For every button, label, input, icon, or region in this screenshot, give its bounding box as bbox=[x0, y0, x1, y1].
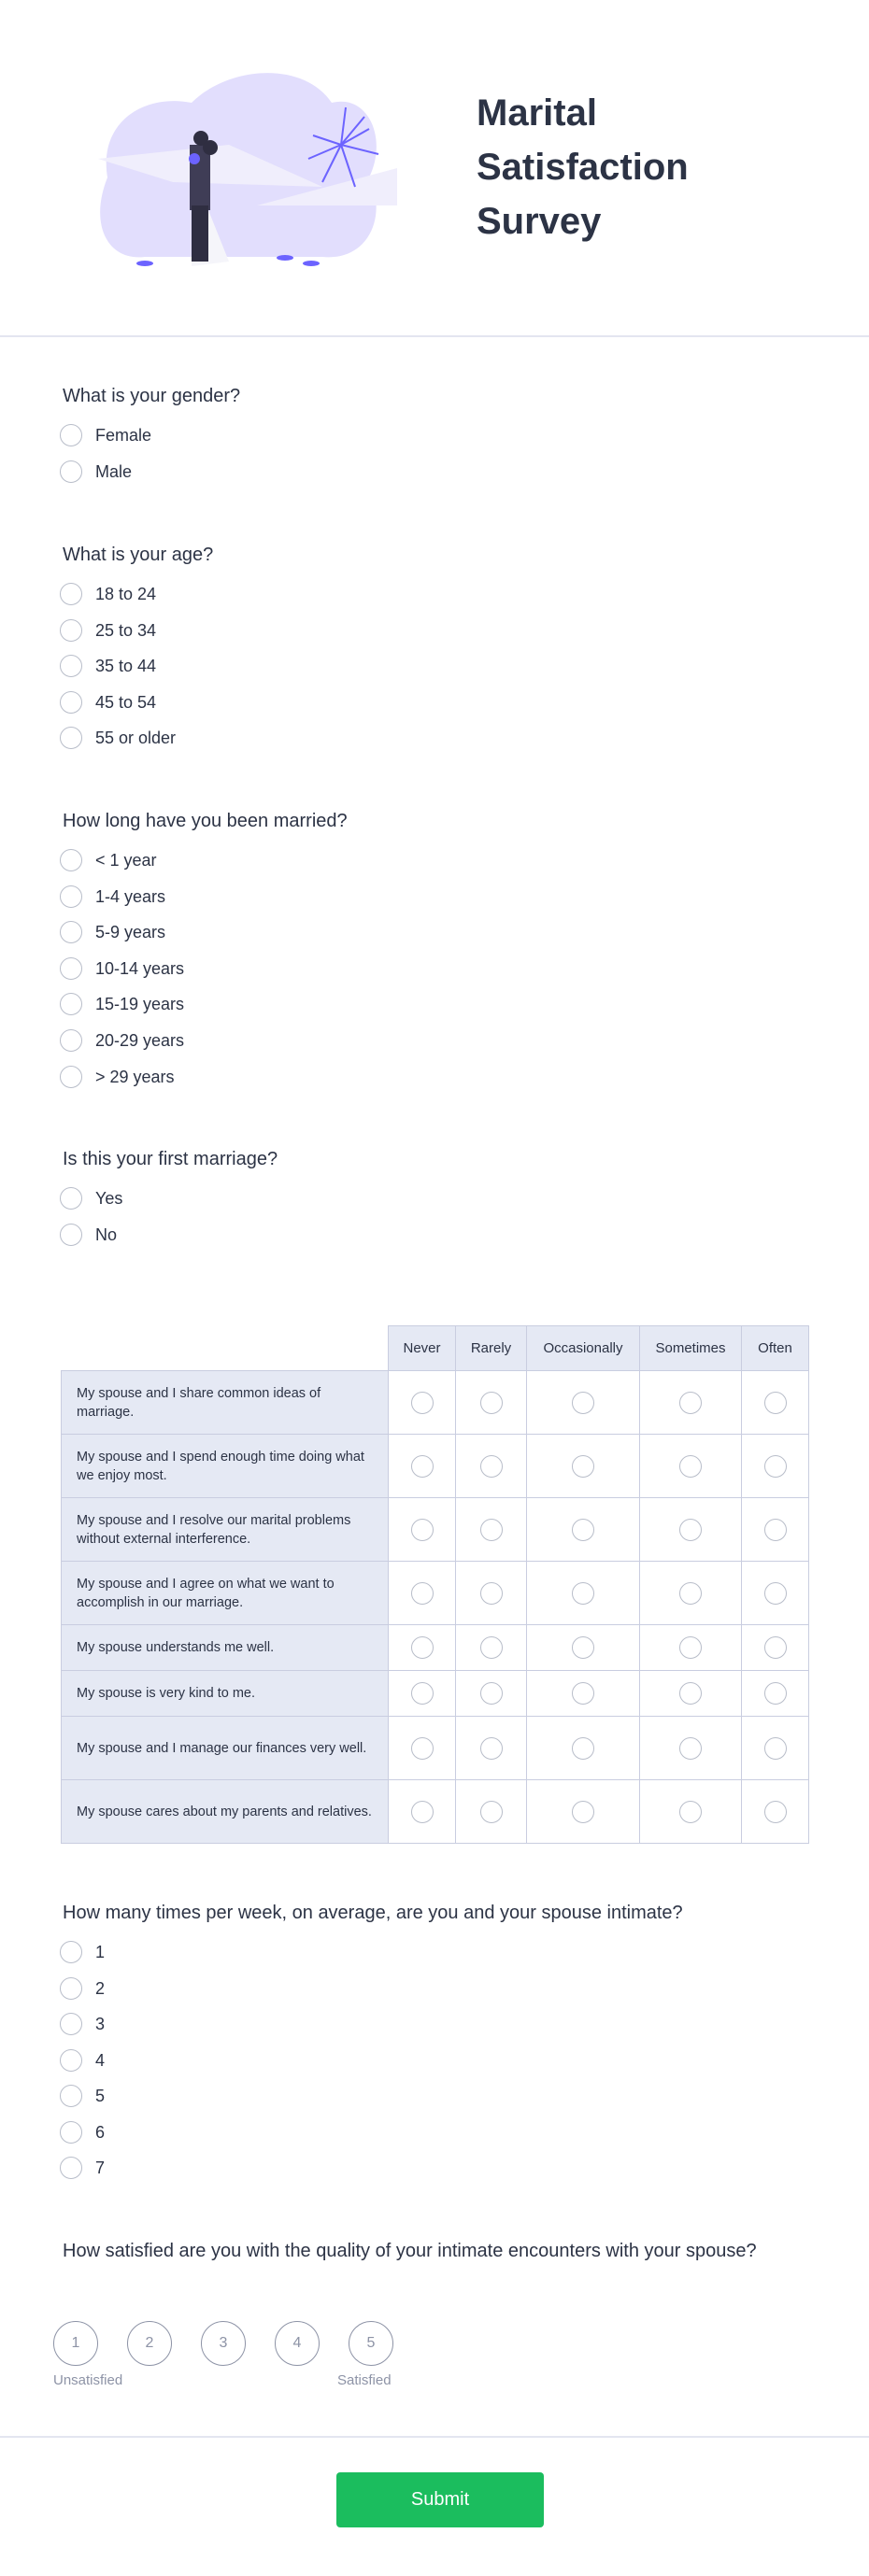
radio-option[interactable] bbox=[60, 724, 176, 752]
matrix-cell bbox=[389, 1717, 456, 1780]
matrix-radio[interactable] bbox=[411, 1636, 434, 1659]
radio-button[interactable] bbox=[60, 1977, 82, 2000]
matrix-radio[interactable] bbox=[572, 1737, 594, 1760]
radio-button[interactable] bbox=[60, 2121, 82, 2144]
radio-option[interactable] bbox=[60, 1974, 105, 2003]
option-label: Female bbox=[95, 425, 152, 445]
matrix-row-label: My spouse and I spend enough time doing what we enjoy most. bbox=[62, 1435, 389, 1498]
option-label: 45 to 54 bbox=[95, 692, 157, 712]
matrix-radio[interactable] bbox=[764, 1682, 787, 1705]
matrix-row-label: My spouse understands me well. bbox=[62, 1625, 389, 1671]
matrix-cell bbox=[527, 1717, 640, 1780]
matrix-row bbox=[62, 1671, 809, 1717]
option-label: 6 bbox=[95, 2122, 106, 2142]
matrix-cell bbox=[456, 1780, 527, 1844]
rating-1[interactable]: 1 bbox=[53, 2321, 98, 2366]
matrix-radio[interactable] bbox=[764, 1737, 787, 1760]
matrix-cell bbox=[640, 1435, 742, 1498]
matrix-radio[interactable] bbox=[411, 1392, 434, 1414]
radio-button[interactable] bbox=[60, 957, 82, 980]
matrix-row-label: My spouse and I share common ideas of marriage. bbox=[62, 1371, 389, 1435]
radio-option[interactable] bbox=[60, 918, 165, 946]
radio-button[interactable] bbox=[60, 2049, 82, 2072]
matrix-cell bbox=[640, 1562, 742, 1625]
radio-button[interactable] bbox=[60, 993, 82, 1015]
matrix-cell bbox=[640, 1717, 742, 1780]
matrix-cell bbox=[527, 1780, 640, 1844]
rating-max-label: Satisfied bbox=[337, 2372, 392, 2388]
matrix-row-label: My spouse and I agree on what we want to accomplish in our marriage. bbox=[62, 1562, 389, 1625]
matrix-cell bbox=[640, 1625, 742, 1671]
radio-button[interactable] bbox=[60, 583, 82, 605]
option-label: 2 bbox=[95, 1978, 106, 1998]
matrix-cell bbox=[640, 1671, 742, 1717]
radio-option[interactable] bbox=[60, 2046, 105, 2074]
radio-option[interactable] bbox=[60, 458, 132, 486]
radio-button[interactable] bbox=[60, 655, 82, 677]
matrix-row-label: My spouse and I manage our finances very well. bbox=[62, 1717, 389, 1780]
option-label: 55 or older bbox=[95, 728, 177, 747]
radio-option[interactable] bbox=[60, 955, 184, 983]
rating-5[interactable]: 5 bbox=[349, 2321, 393, 2366]
matrix-cell bbox=[640, 1371, 742, 1435]
matrix-radio[interactable] bbox=[679, 1682, 702, 1705]
matrix-radio[interactable] bbox=[572, 1582, 594, 1605]
radio-button[interactable] bbox=[60, 921, 82, 943]
matrix-cell bbox=[527, 1671, 640, 1717]
radio-option[interactable] bbox=[60, 883, 165, 911]
matrix-radio[interactable] bbox=[572, 1682, 594, 1705]
matrix-cell bbox=[527, 1371, 640, 1435]
matrix-cell bbox=[456, 1498, 527, 1562]
title-line: Survey bbox=[477, 201, 602, 242]
matrix-radio[interactable] bbox=[480, 1737, 503, 1760]
radio-option[interactable] bbox=[60, 580, 156, 608]
submit-button[interactable]: Submit bbox=[336, 2472, 544, 2527]
matrix-cell bbox=[742, 1625, 809, 1671]
option-label: < 1 year bbox=[95, 850, 157, 870]
option-label: 15-19 years bbox=[95, 994, 185, 1013]
matrix-radio[interactable] bbox=[572, 1519, 594, 1541]
matrix-radio[interactable] bbox=[679, 1801, 702, 1823]
matrix-radio[interactable] bbox=[572, 1392, 594, 1414]
matrix-radio[interactable] bbox=[764, 1582, 787, 1605]
radio-option[interactable] bbox=[60, 616, 156, 644]
matrix-radio[interactable] bbox=[572, 1801, 594, 1823]
radio-button[interactable] bbox=[60, 885, 82, 908]
option-label: 7 bbox=[95, 2158, 106, 2177]
page-title bbox=[477, 86, 757, 248]
matrix-radio[interactable] bbox=[764, 1636, 787, 1659]
matrix-cell bbox=[389, 1671, 456, 1717]
matrix-cell bbox=[389, 1371, 456, 1435]
matrix-radio[interactable] bbox=[679, 1636, 702, 1659]
title-line: Satisfaction bbox=[477, 147, 689, 188]
matrix-cell bbox=[456, 1625, 527, 1671]
matrix-radio[interactable] bbox=[764, 1801, 787, 1823]
matrix-radio[interactable] bbox=[480, 1582, 503, 1605]
matrix-radio[interactable] bbox=[764, 1392, 787, 1414]
matrix-cell bbox=[742, 1371, 809, 1435]
radio-button[interactable] bbox=[60, 1187, 82, 1210]
matrix-radio[interactable] bbox=[764, 1455, 787, 1478]
radio-option[interactable] bbox=[60, 688, 156, 716]
matrix-cell bbox=[389, 1562, 456, 1625]
matrix-cell bbox=[527, 1562, 640, 1625]
matrix-radio[interactable] bbox=[480, 1455, 503, 1478]
option-label: 5 bbox=[95, 2086, 106, 2105]
option-label: 1-4 years bbox=[95, 886, 166, 906]
matrix-cell bbox=[456, 1671, 527, 1717]
matrix-cell bbox=[742, 1498, 809, 1562]
matrix-radio[interactable] bbox=[411, 1455, 434, 1478]
matrix-cell bbox=[742, 1671, 809, 1717]
rating-2[interactable]: 2 bbox=[127, 2321, 172, 2366]
matrix-radio[interactable] bbox=[411, 1737, 434, 1760]
matrix-row bbox=[62, 1780, 809, 1844]
matrix-column-header: Never bbox=[389, 1326, 456, 1371]
matrix-radio[interactable] bbox=[480, 1392, 503, 1414]
radio-button[interactable] bbox=[60, 619, 82, 642]
matrix-column-header: Sometimes bbox=[640, 1326, 742, 1371]
matrix-row-label: My spouse and I resolve our marital problems without external interference. bbox=[62, 1498, 389, 1562]
matrix-row bbox=[62, 1625, 809, 1671]
option-label: 4 bbox=[95, 2050, 106, 2070]
matrix-radio[interactable] bbox=[679, 1519, 702, 1541]
matrix-cell bbox=[389, 1498, 456, 1562]
radio-option[interactable] bbox=[60, 846, 157, 874]
matrix-column-header: Often bbox=[742, 1326, 809, 1371]
radio-button[interactable] bbox=[60, 691, 82, 714]
matrix-row bbox=[62, 1562, 809, 1625]
matrix-row bbox=[62, 1717, 809, 1780]
matrix-radio[interactable] bbox=[411, 1682, 434, 1705]
matrix-cell bbox=[742, 1562, 809, 1625]
matrix-radio[interactable] bbox=[480, 1682, 503, 1705]
radio-option[interactable] bbox=[60, 1063, 175, 1091]
option-label: 18 to 24 bbox=[95, 584, 157, 603]
matrix-cell bbox=[527, 1435, 640, 1498]
radio-option[interactable] bbox=[60, 2154, 105, 2182]
rating-min-label: Unsatisfied bbox=[53, 2372, 123, 2388]
question-satisfaction: How satisfied are you with the quality of your intimate encounters with your spouse? bbox=[63, 2241, 757, 2261]
radio-option[interactable] bbox=[60, 1221, 117, 1249]
radio-button[interactable] bbox=[60, 1029, 82, 1052]
radio-option[interactable] bbox=[60, 2118, 105, 2146]
radio-option[interactable] bbox=[60, 1184, 122, 1212]
radio-option[interactable] bbox=[60, 1026, 184, 1054]
question-married-duration: How long have you been married? bbox=[63, 811, 348, 831]
matrix-column-header: Rarely bbox=[456, 1326, 527, 1371]
option-label: No bbox=[95, 1224, 118, 1244]
matrix-cell bbox=[640, 1780, 742, 1844]
wedding-illustration bbox=[89, 65, 425, 266]
matrix-cell bbox=[742, 1780, 809, 1844]
option-label: 5-9 years bbox=[95, 922, 166, 941]
matrix-radio[interactable] bbox=[411, 1519, 434, 1541]
radio-option[interactable] bbox=[60, 990, 184, 1018]
matrix-row-label: My spouse cares about my parents and relatives. bbox=[62, 1780, 389, 1844]
radio-option[interactable] bbox=[60, 2082, 105, 2110]
option-label: Male bbox=[95, 461, 133, 481]
option-label: 1 bbox=[95, 1942, 106, 1961]
matrix-cell bbox=[742, 1435, 809, 1498]
radio-button[interactable] bbox=[60, 2157, 82, 2179]
matrix-radio[interactable] bbox=[572, 1636, 594, 1659]
matrix-cell bbox=[640, 1498, 742, 1562]
option-label: 35 to 44 bbox=[95, 656, 157, 675]
option-label: 10-14 years bbox=[95, 958, 185, 978]
matrix-cell bbox=[742, 1717, 809, 1780]
matrix-cell bbox=[389, 1435, 456, 1498]
radio-button[interactable] bbox=[60, 1224, 82, 1246]
matrix-radio[interactable] bbox=[480, 1636, 503, 1659]
option-label: 20-29 years bbox=[95, 1030, 185, 1050]
radio-button[interactable] bbox=[60, 849, 82, 871]
matrix-row bbox=[62, 1371, 809, 1435]
option-label: 3 bbox=[95, 2014, 106, 2033]
matrix-row bbox=[62, 1498, 809, 1562]
matrix-cell bbox=[456, 1562, 527, 1625]
matrix-cell bbox=[527, 1625, 640, 1671]
radio-option[interactable] bbox=[60, 1938, 105, 1966]
matrix-radio[interactable] bbox=[679, 1455, 702, 1478]
matrix-radio[interactable] bbox=[411, 1801, 434, 1823]
question-intimacy-frequency: How many times per week, on average, are you and your spouse intimate? bbox=[63, 1903, 683, 1923]
matrix-radio[interactable] bbox=[679, 1582, 702, 1605]
title-line: Marital bbox=[477, 92, 597, 134]
matrix-cell bbox=[456, 1435, 527, 1498]
option-label: 25 to 34 bbox=[95, 620, 157, 640]
matrix-radio[interactable] bbox=[411, 1582, 434, 1605]
matrix-row-label: My spouse is very kind to me. bbox=[62, 1671, 389, 1717]
matrix-radio[interactable] bbox=[480, 1801, 503, 1823]
rating-3[interactable]: 3 bbox=[201, 2321, 246, 2366]
radio-button[interactable] bbox=[60, 2085, 82, 2107]
rating-4[interactable]: 4 bbox=[275, 2321, 320, 2366]
radio-button[interactable] bbox=[60, 727, 82, 749]
survey-header bbox=[0, 0, 869, 337]
option-label: > 29 years bbox=[95, 1067, 175, 1086]
matrix-radio[interactable] bbox=[572, 1455, 594, 1478]
matrix-cell bbox=[456, 1371, 527, 1435]
radio-button[interactable] bbox=[60, 1066, 82, 1088]
radio-option[interactable] bbox=[60, 421, 151, 449]
matrix-cell bbox=[527, 1498, 640, 1562]
matrix-corner bbox=[62, 1326, 389, 1371]
matrix-cell bbox=[389, 1625, 456, 1671]
question-age: What is your age? bbox=[63, 545, 214, 565]
matrix-column-header: Occasionally bbox=[527, 1326, 640, 1371]
radio-button[interactable] bbox=[60, 424, 82, 446]
radio-button[interactable] bbox=[60, 2013, 82, 2035]
option-label: Yes bbox=[95, 1188, 123, 1208]
radio-button[interactable] bbox=[60, 460, 82, 483]
question-first-marriage: Is this your first marriage? bbox=[63, 1149, 278, 1169]
matrix-radio[interactable] bbox=[480, 1519, 503, 1541]
matrix-radio[interactable] bbox=[679, 1737, 702, 1760]
matrix-cell bbox=[389, 1780, 456, 1844]
question-gender: What is your gender? bbox=[63, 386, 241, 406]
matrix-question bbox=[61, 1325, 809, 1844]
matrix-radio[interactable] bbox=[764, 1519, 787, 1541]
radio-option[interactable] bbox=[60, 652, 156, 680]
footer-divider bbox=[0, 2436, 869, 2438]
matrix-row bbox=[62, 1435, 809, 1498]
matrix-cell bbox=[456, 1717, 527, 1780]
radio-button[interactable] bbox=[60, 1941, 82, 1963]
radio-option[interactable] bbox=[60, 2010, 105, 2038]
matrix-radio[interactable] bbox=[679, 1392, 702, 1414]
